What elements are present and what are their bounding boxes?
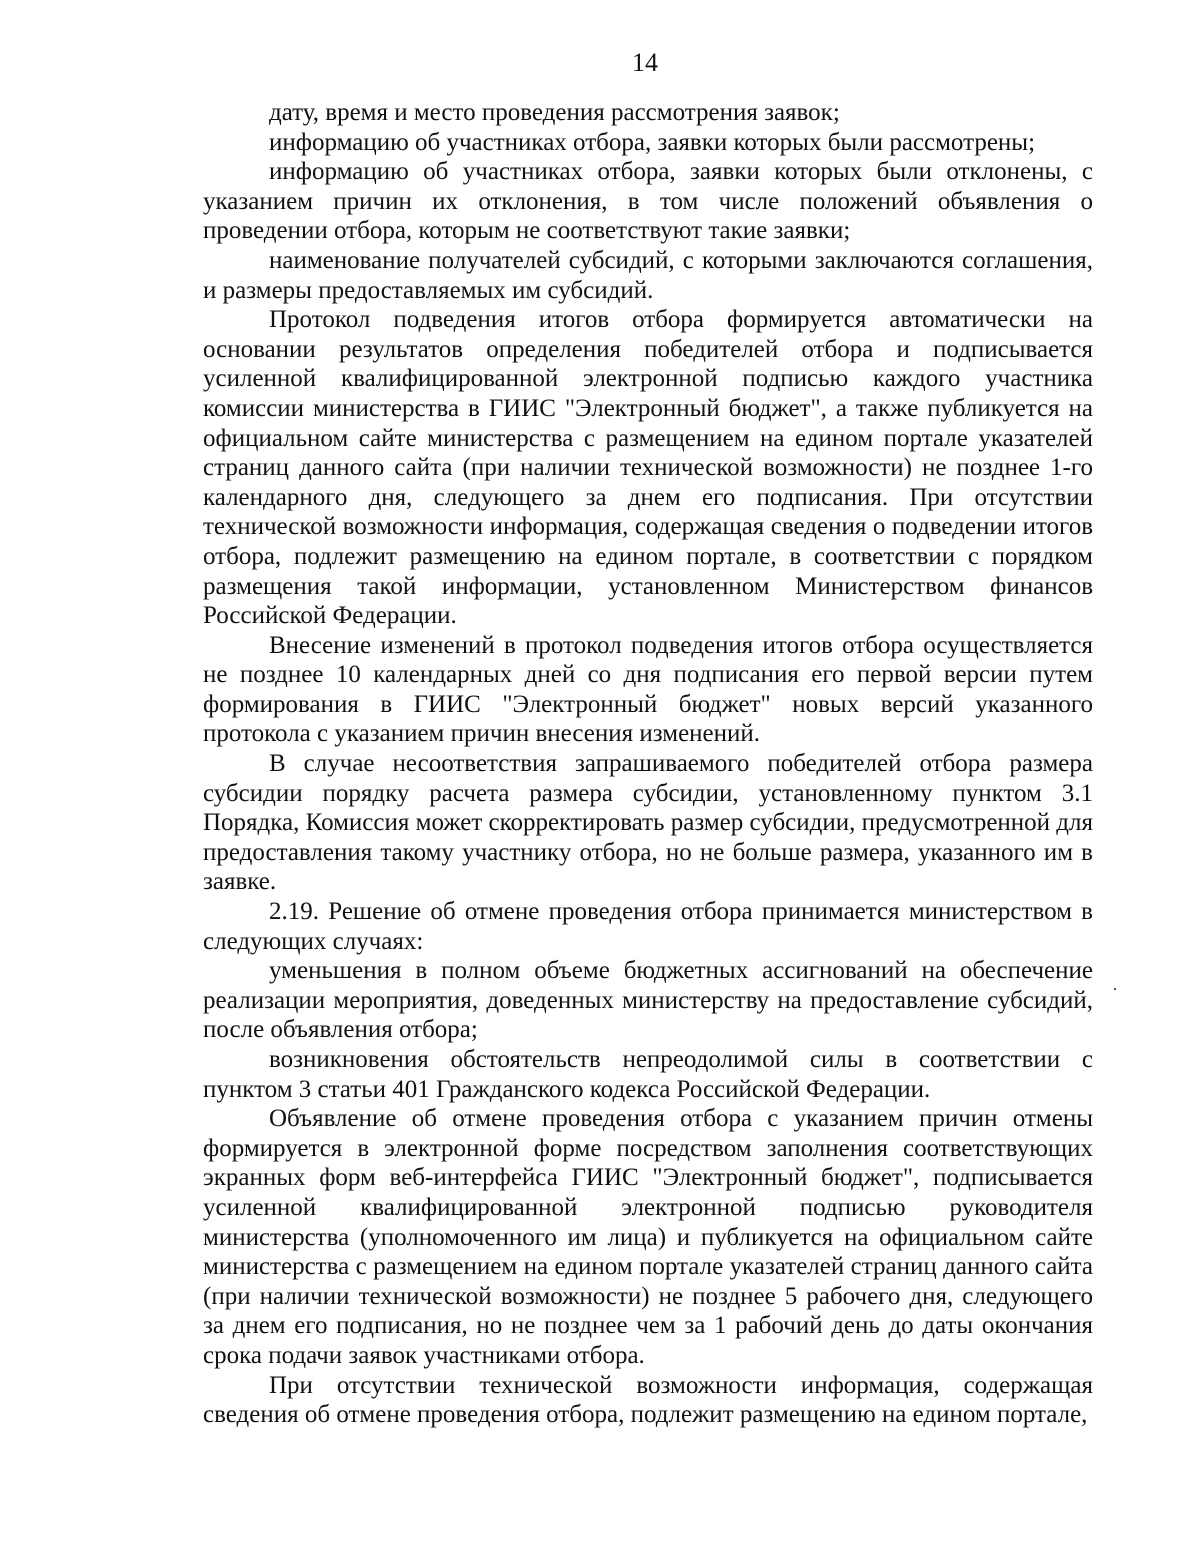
scan-speck: · [1112,979,1118,999]
paragraph: дату, время и место проведения рассмотрения заявок; [269,99,840,126]
paragraph: 2.19. Решение об отмене проведения отбора принимается министерством в следующих случаях: [203,898,1093,955]
document-body [203,98,1093,1430]
paragraph: уменьшения в полном объеме бюджетных ассигнований на обеспечение реализации мероприятия, доведенных министерству на предоставление субсидий, после объявления отбора; [203,957,1093,1044]
paragraph: При отсутствии технической возможности информация, содержащая сведения об отмене проведения отбора, подлежит размещению на едином портале, [203,1371,1093,1429]
paragraph: возникновения обстоятельств непреодолимой силы в соответствии с пунктом 3 статьи 401 Гражданского кодекса Российской Федерации. [203,1046,1093,1103]
paragraph: В случае несоответствия запрашиваемого победителей отбора размера субсидии порядку расчета размера субсидии, установленному пунктом 3.1 Порядка, Комиссия может скорректировать размер субсидии, предусмотренной для предоставления такому участнику отбора, но не больше размера, указанного им в заявке. [203,750,1093,896]
page-number: 14 [632,48,658,77]
paragraph: Протокол подведения итогов отбора формируется автоматически на основании результатов определения победителей отбора и подписывается усиленной квалифицированной электронной подписью каждого участника комиссии министерства в ГИИС "Электронный бюджет", а также публикуется на официальном сайте министерства с размещением на едином портале указателей страниц данного сайта (при наличии технической возможности) не позднее 1-го календарного дня, следующего за днем его подписания. При отсутствии технической возможности информация, содержащая сведения о подведении итогов отбора, подлежит размещению на едином портале, в соответствии с порядком размещения такой информации, установленном Министерством финансов Российской Федерации. [203,306,1093,630]
paragraph: информацию об участниках отбора, заявки которых были отклонены, с указанием причин их отклонения, в том числе положений объявления о проведении отбора, которым не соответствуют такие заявки; [203,158,1093,245]
paragraph: наименование получателей субсидий, с которыми заключаются соглашения, и размеры предоставляемых им субсидий. [203,246,1093,304]
paragraph: Внесение изменений в протокол подведения итогов отбора осуществляется не позднее 10 календарных дней со дня подписания его первой версии путем формирования в ГИИС "Электронный бюджет" новых версий указанного протокола с указанием причин внесения изменений. [203,631,1093,748]
paragraph: Объявление об отмене проведения отбора с указанием причин отмены формируется в электронной форме посредством заполнения соответствующих экранных форм веб-интерфейса ГИИС "Электронный бюджет", подписывается усиленной квалифицированной электронной подписью руководителя министерства (уполномоченного им лица) и публикуется на официальном сайте министерства с размещением на едином портале указателей страниц данного сайта (при наличии технической возможности) не позднее 5 рабочего дня, следующего за днем его подписания, но не позднее чем за 1 рабочий день до даты окончания срока подачи заявок участниками отбора. [203,1105,1093,1369]
paragraph: информацию об участниках отбора, заявки которых были рассмотрены; [269,128,1036,156]
